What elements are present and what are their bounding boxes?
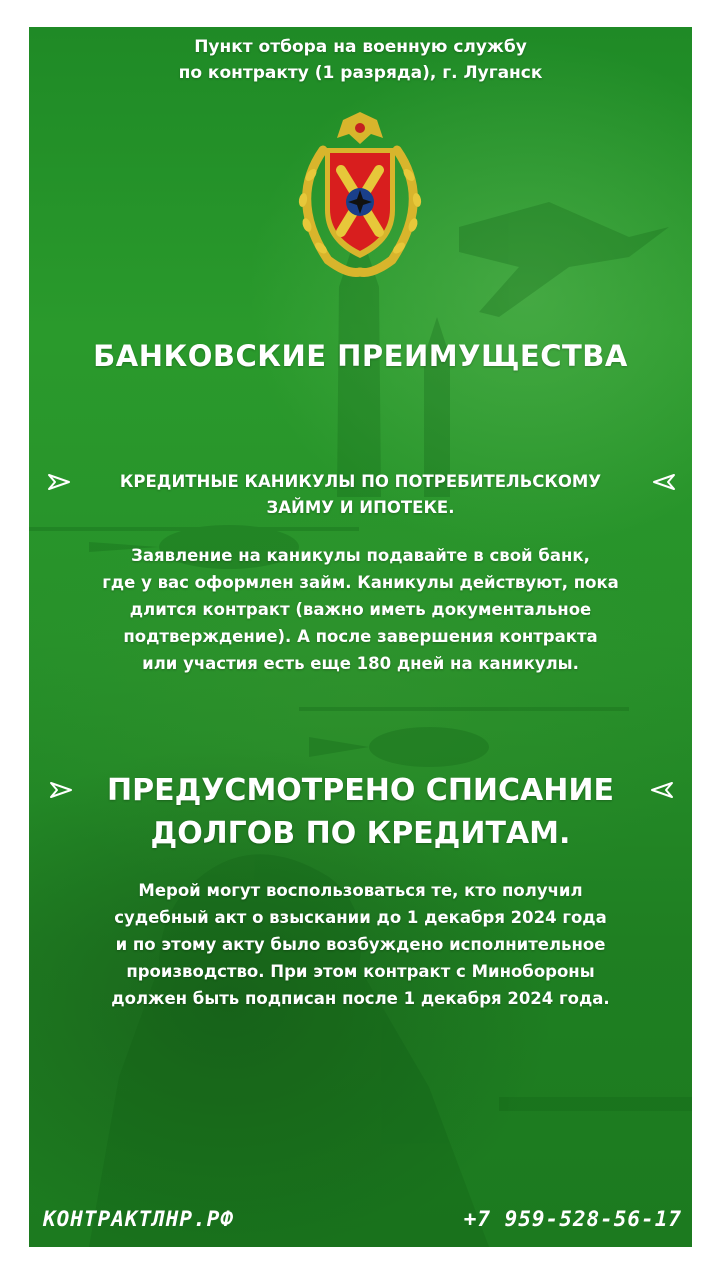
section1-heading-line-2: ЗАЙМУ И ИПОТЕКЕ.: [266, 498, 455, 517]
section2-heading-line-2: ДОЛГОВ ПО КРЕДИТАМ.: [150, 816, 571, 851]
phone-number[interactable]: +7 959-528-56-17: [463, 1207, 682, 1231]
section1-text-line: подтверждение). А после завершения контракта: [123, 627, 598, 646]
poster: [29, 27, 692, 1247]
military-district-emblem-icon: [283, 110, 437, 278]
section2-text-line: должен быть подписан после 1 декабря 2024 года.: [111, 989, 610, 1008]
section1-text-line: или участия есть еще 180 дней на каникулы.: [142, 654, 579, 673]
section2-text-line: Мерой могут воспользоваться те, кто получил: [138, 881, 583, 900]
section1-text-line: где у вас оформлен займ. Каникулы действуют, пока: [102, 573, 619, 592]
section2-text-line: судебный акт о взыскании до 1 декабря 2024 года: [114, 908, 607, 927]
header-line-2: по контракту (1 разряда), г. Луганск: [178, 63, 543, 83]
section2-text-line: производство. При этом контракт с Минобороны: [126, 962, 595, 981]
section1-text-line: Заявление на каникулы подавайте в свой банк,: [131, 546, 590, 565]
section1-heading-line-1: КРЕДИТНЫЕ КАНИКУЛЫ ПО ПОТРЕБИТЕЛЬСКОМУ: [119, 472, 602, 491]
header-line-1: Пункт отбора на военную службу: [194, 37, 527, 57]
website-link[interactable]: КОНТРАКТЛНР.РФ: [43, 1207, 235, 1231]
section2-heading-line-1: ПРЕДУСМОТРЕНО СПИСАНИЕ: [107, 773, 614, 808]
section2-text-line: и по этому акту было возбуждено исполнительное: [115, 935, 606, 954]
section1-text-line: длится контракт (важно иметь документальное: [129, 600, 592, 619]
page-title: БАНКОВСКИЕ ПРЕИМУЩЕСТВА: [93, 339, 628, 373]
